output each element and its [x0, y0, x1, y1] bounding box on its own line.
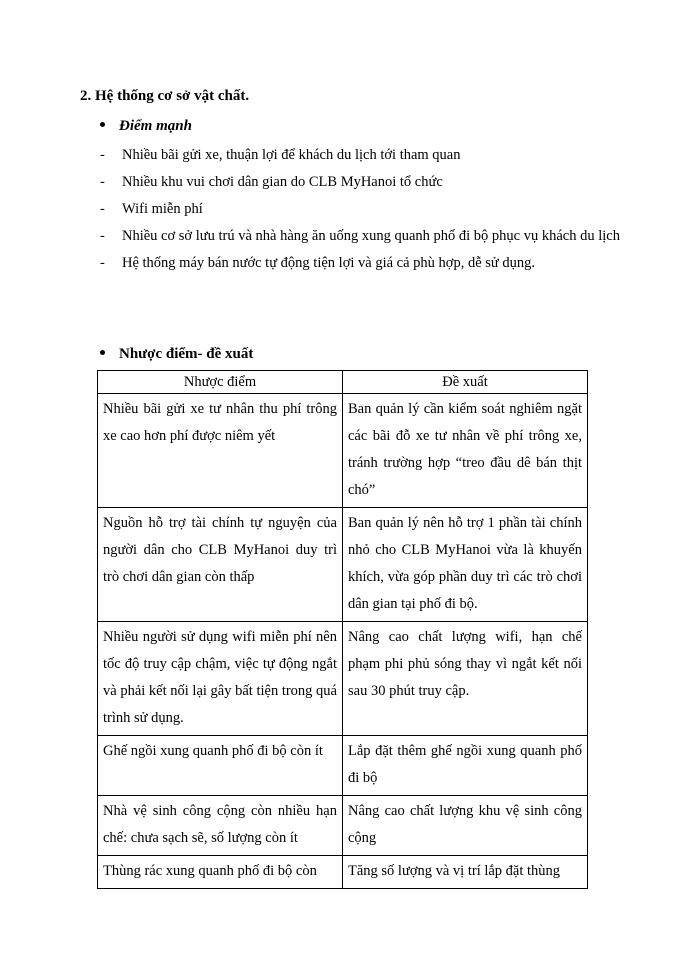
- table-cell: Nâng cao chất lượng khu vệ sinh công cộng: [343, 796, 588, 856]
- list-item: - Wifi miễn phí: [100, 201, 203, 217]
- bullet-icon: [100, 122, 105, 127]
- table-cell: Nhiều người sử dụng wifi miễn phí nên tốc độ truy cập chậm, việc tự động ngắt và phải kết nối lại gây bất tiện trong quá trình sử dụng.: [98, 622, 343, 736]
- table-header-row: [98, 371, 588, 394]
- bullet-icon: [100, 350, 105, 355]
- table-row: [98, 796, 588, 856]
- table-cell: Nhà vệ sinh công cộng còn nhiều hạn chế: chưa sạch sẽ, số lượng còn ít: [98, 796, 343, 856]
- section-title: 2. Hệ thống cơ sở vật chất.: [80, 88, 250, 104]
- table-cell: Thùng rác xung quanh phố đi bộ còn: [98, 856, 343, 889]
- strengths-list: [100, 142, 625, 277]
- column-header: Nhược điểm: [98, 371, 343, 394]
- table-cell: Lắp đặt thêm ghế ngồi xung quanh phố đi bộ: [343, 736, 588, 796]
- table-cell: Ban quản lý cần kiểm soát nghiêm ngặt các bãi đỗ xe tư nhân về phí trông xe, tránh trường hợp “treo đầu dê bán thịt chó”: [343, 394, 588, 508]
- table-cell: Nhiều bãi gửi xe tư nhân thu phí trông xe cao hơn phí được niêm yết: [98, 394, 343, 508]
- table-row: [98, 508, 588, 622]
- table-row: [98, 856, 588, 889]
- column-header: Đề xuất: [343, 371, 588, 394]
- table-cell: Ghế ngồi xung quanh phố đi bộ còn ít: [98, 736, 343, 796]
- weaknesses-heading: Nhược điểm- đề xuất: [100, 346, 253, 363]
- table-cell: Ban quản lý nên hỗ trợ 1 phần tài chính nhỏ cho CLB MyHanoi vừa là khuyến khích, vừa góp phần duy trì các trò chơi dân gian tại phố đi bộ.: [343, 508, 588, 622]
- list-item: - Hệ thống máy bán nước tự động tiện lợi và giá cả phù hợp, dễ sử dụng.: [100, 255, 536, 271]
- table-cell: Tăng số lượng và vị trí lắp đặt thùng: [343, 856, 588, 889]
- list-item: - Nhiều khu vui chơi dân gian do CLB MyHanoi tổ chức: [100, 174, 443, 190]
- table-row: [98, 736, 588, 796]
- weaknesses-table: [97, 370, 588, 889]
- strengths-heading: Điểm mạnh: [100, 118, 192, 135]
- table-cell: Nguồn hỗ trợ tài chính tự nguyện của người dân cho CLB MyHanoi duy trì trò chơi dân gian còn thấp: [98, 508, 343, 622]
- list-item: - Nhiều bãi gửi xe, thuận lợi để khách du lịch tới tham quan: [100, 147, 461, 163]
- table-row: [98, 622, 588, 736]
- table-cell: Nâng cao chất lượng wifi, hạn chế phạm phi phủ sóng thay vì ngắt kết nối sau 30 phút truy cập.: [343, 622, 588, 736]
- list-item: - Nhiều cơ sở lưu trú và nhà hàng ăn uống xung quanh phố đi bộ phục vụ khách du lịch: [100, 228, 620, 244]
- table-row: [98, 394, 588, 508]
